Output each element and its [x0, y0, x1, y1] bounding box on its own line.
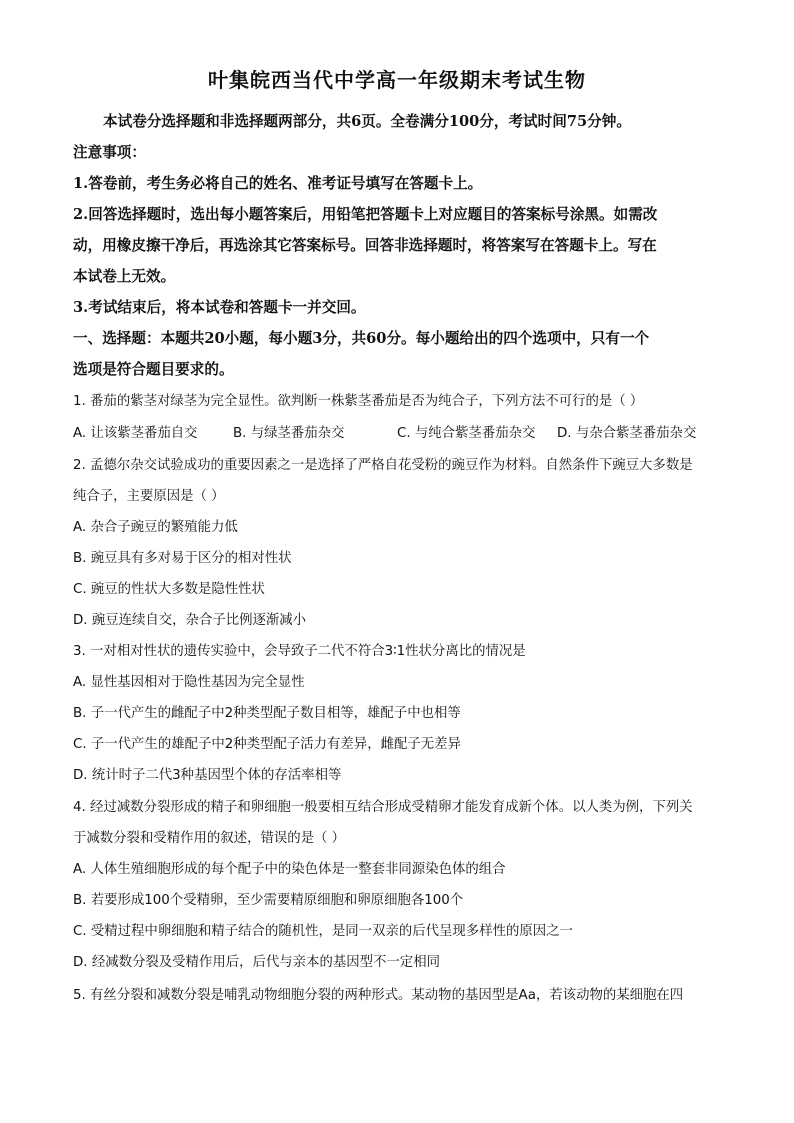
exam-title: 叶集皖西当代中学高一年级期末考试生物 — [208, 68, 586, 92]
question-stem: 于减数分裂和受精作用的叙述，错误的是（ ） — [73, 831, 346, 846]
question-stem: 纯合子，主要原因是（ ） — [73, 489, 225, 504]
question-stem: 4. 经过减数分裂形成的精子和卵细胞一般要相互结合形成受精卵才能发育成新个体。以人类为例，下列关 — [73, 800, 693, 815]
note-line: 本试卷上无效。 — [73, 268, 176, 285]
notes-heading: 注意事项： — [73, 144, 146, 161]
option-c: C. 受精过程中卵细胞和精子结合的随机性，是同一双亲的后代呈现多样性的原因之一 — [73, 924, 573, 939]
option-d: D. 豌豆连续自交，杂合子比例逐渐减小 — [73, 613, 307, 628]
note-line: 3.考试结束后，将本试卷和答题卡一并交回。 — [73, 299, 366, 316]
section-heading: 一、选择题：本题共20小题，每小题3分，共60分。每小题给出的四个选项中，只有一个 — [73, 330, 650, 347]
note-line: 2.回答选择题时，选出每小题答案后，用铅笔把答题卡上对应题目的答案标号涂黑。如需改 — [73, 206, 658, 223]
option-a: A. 显性基因相对于隐性基因为完全显性 — [73, 675, 305, 690]
question-stem: 3. 一对相对性状的遗传实验中，会导致子二代不符合3∶1性状分离比的情况是 — [73, 644, 526, 659]
option-b: B. 与绿茎番茄杂交 — [233, 426, 345, 441]
question-stem: 1. 番茄的紫茎对绿茎为完全显性。欲判断一株紫茎番茄是否为纯合子，下列方法不可行的是（ ） — [73, 394, 644, 409]
question-stem: 5. 有丝分裂和减数分裂是哺乳动物细胞分裂的两种形式。某动物的基因型是Aa，若该动物的某细胞在四 — [73, 988, 684, 1003]
option-b: B. 子一代产生的雌配子中2种类型配子数目相等，雄配子中也相等 — [73, 706, 461, 721]
question-stem: 2. 孟德尔杂交试验成功的重要因素之一是选择了严格自花受粉的豌豆作为材料。自然条件下豌豆大多数是 — [73, 458, 693, 473]
exam-intro: 本试卷分选择题和非选择题两部分，共6页。全卷满分100分，考试时间75分钟。 — [103, 113, 631, 130]
option-c: C. 豌豆的性状大多数是隐性性状 — [73, 582, 265, 597]
option-c: C. 与纯合紫茎番茄杂交 — [397, 426, 536, 441]
option-d: D. 经减数分裂及受精作用后，后代与亲本的基因型不一定相同 — [73, 955, 440, 970]
option-c: C. 子一代产生的雄配子中2种类型配子活力有差异，雌配子无差异 — [73, 737, 461, 752]
option-b: B. 豌豆具有多对易于区分的相对性状 — [73, 551, 292, 566]
option-a: A. 杂合子豌豆的繁殖能力低 — [73, 520, 238, 535]
option-d: D. 统计时子二代3种基因型个体的存活率相等 — [73, 768, 342, 783]
option-d: D. 与杂合紫茎番茄杂交 — [557, 426, 697, 441]
note-line: 动，用橡皮擦干净后，再选涂其它答案标号。回答非选择题时，将答案写在答题卡上。写在 — [73, 237, 657, 254]
option-a: A. 让该紫茎番茄自交 — [73, 426, 198, 441]
note-line: 1.答卷前，考生务必将自己的姓名、准考证号填写在答题卡上。 — [73, 175, 483, 192]
option-b: B. 若要形成100个受精卵，至少需要精原细胞和卵原细胞各100个 — [73, 893, 464, 908]
section-heading: 选项是符合题目要求的。 — [73, 361, 234, 378]
option-a: A. 人体生殖细胞形成的每个配子中的染色体是一整套非同源染色体的组合 — [73, 862, 506, 877]
